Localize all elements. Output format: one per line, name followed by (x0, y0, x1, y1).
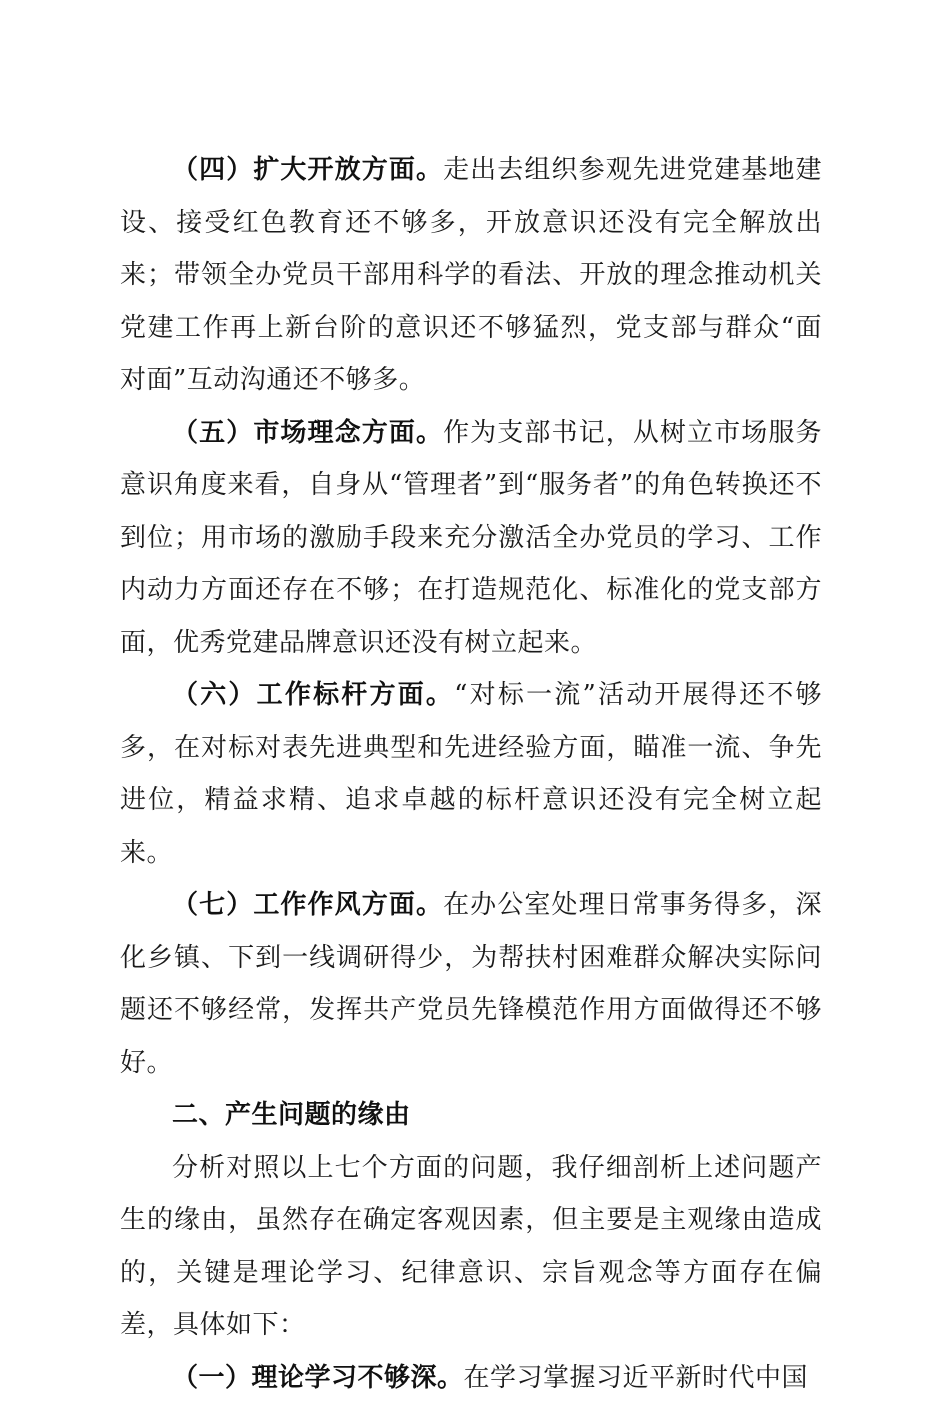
paragraph-market-concept (120, 407, 822, 670)
paragraph-text: 走出去组织参观先进党建基地建设、接受红色教育还不够多，开放意识还没有完全解放出来；带领全办党员干部用科学的看法、开放的理念推动机关党建工作再上新台阶的意识还不够猛烈，党支部与群众“面对面”互动沟通还不够多。 (120, 155, 822, 395)
paragraph-text: 在办公室处理日常事务得多，深化乡镇、下到一线调研得少，为帮扶村困难群众解决实际问题还不够经常，发挥共产党员先锋模范作用方面做得还不够好。 (120, 890, 822, 1078)
paragraph-intro: 分析对照以上七个方面的问题，我仔细剖析上述问题产生的缘由，虽然存在确定客观因素，但主要是主观缘由造成的，关键是理论学习、纪律意识、宗旨观念等方面存在偏差，具体如下： (120, 1142, 822, 1352)
paragraph-heading: （七）工作作风方面。 (172, 890, 443, 920)
paragraph-theory-study (120, 1352, 822, 1404)
paragraph-expand-opening (120, 144, 822, 407)
paragraph-text: 在学习掌握习近平新时代中国 (464, 1363, 809, 1393)
paragraph-heading: （四）扩大开放方面。 (172, 155, 443, 185)
paragraph-text: “对标一流”活动开展得还不够多，在对标对表先进典型和先进经验方面，瞄准一流、争先进位，精益求精、追求卓越的标杆意识还没有完全树立起来。 (120, 680, 822, 868)
paragraph-heading: （六）工作标杆方面。 (172, 680, 454, 710)
paragraph-work-style (120, 879, 822, 1089)
section-title: 二、产生问题的缘由 (120, 1089, 822, 1142)
paragraph-heading: （五）市场理念方面。 (172, 418, 443, 448)
paragraph-text: 作为支部书记，从树立市场服务意识角度来看，自身从“管理者”到“服务者”的角色转换还不到位；用市场的激励手段来充分激活全办党员的学习、工作内动力方面还存在不够；在打造规范化、标准化的党支部方面，优秀党建品牌意识还没有树立起来。 (120, 418, 822, 658)
paragraph-heading: （一）理论学习不够深。 (172, 1363, 464, 1393)
paragraph-work-benchmark (120, 669, 822, 879)
document-body (120, 144, 822, 1404)
